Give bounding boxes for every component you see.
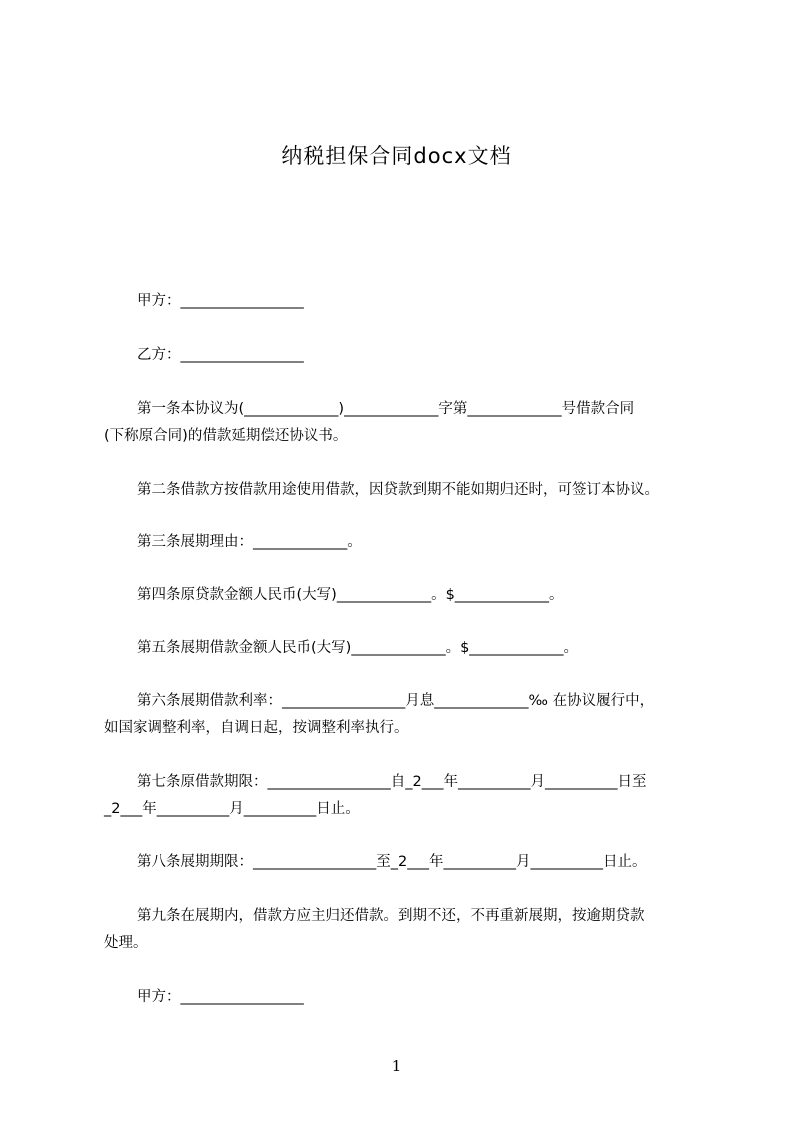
article-7-line-2: _2___年__________月__________日止。 [104, 801, 360, 817]
article-1-line-2: (下称原合同)的借款延期偿还协议书。 [104, 428, 348, 444]
article-6-line-1: 第六条展期借款利率：_________________月息_____________‰ 在协议履行中， [137, 693, 655, 709]
article-3: 第三条展期理由：_____________。 [137, 534, 362, 550]
party-b-line: 乙方：_________________ [137, 347, 304, 363]
article-2: 第二条借款方按借款用途使用借款，因贷款到期不能如期归还时，可签订本协议。 [137, 482, 659, 498]
document-title: 纳税担保合同docx文档 [281, 144, 512, 168]
article-9-line-1: 第九条在展期内，借款方应主归还借款。到期不还，不再重新展期，按逾期贷款 [137, 908, 645, 924]
party-a-signature-line: 甲方：_________________ [137, 989, 304, 1005]
article-1-line-1: 第一条本协议为(_____________)_____________字第_____________号借款合同 [137, 401, 635, 417]
article-4: 第四条原贷款金额人民币(大写)_____________。$_____________。 [137, 587, 564, 603]
article-9-line-2: 处理。 [104, 935, 148, 951]
article-8: 第八条展期期限：_________________至_2___年__________月__________日止。 [137, 854, 647, 870]
article-5: 第五条展期借款金额人民币(大写)_____________。$_____________。 [137, 640, 579, 656]
article-7-line-1: 第七条原借款期限：_________________自_2___年__________月__________日至 [137, 774, 647, 790]
party-a-line: 甲方：_________________ [137, 293, 304, 309]
page-number: 1 [391, 1057, 402, 1075]
article-6-line-2: 如国家调整利率，自调日起，按调整利率执行。 [104, 720, 409, 736]
